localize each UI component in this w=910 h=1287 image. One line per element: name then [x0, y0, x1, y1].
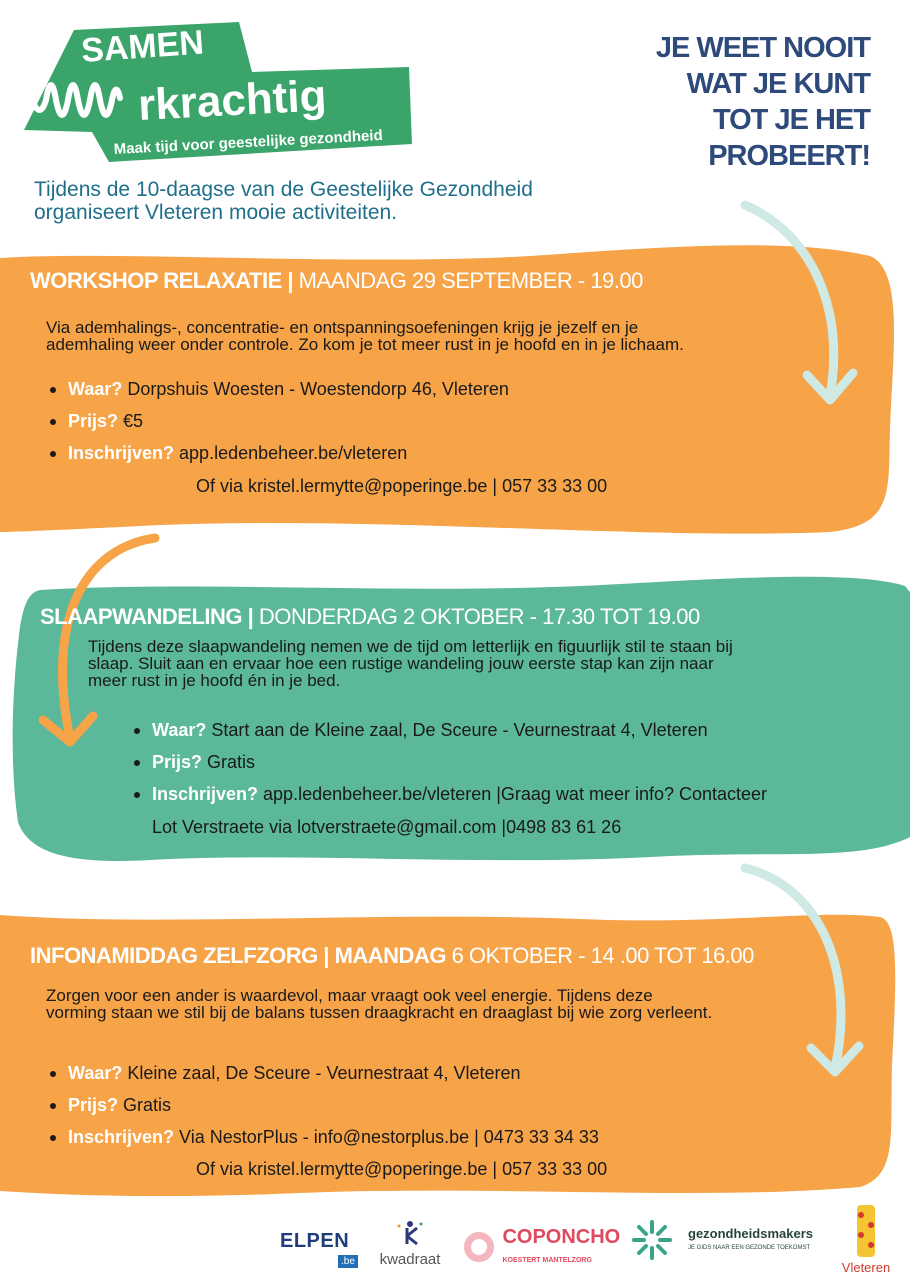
- slogan-line: JE WEET NOOIT: [655, 32, 870, 64]
- event-description: [46, 987, 856, 1021]
- event-title-bold: SLAAPWANDELING |: [40, 604, 254, 629]
- event-title: [40, 604, 700, 630]
- registration-link[interactable]: app.ledenbeheer.be/vleteren |Graag wat meer info? Contacteer: [258, 784, 768, 804]
- kwadraat-logo: [370, 1218, 450, 1278]
- logo-rkrachtig: rkrachtig: [136, 71, 328, 130]
- description-line: Tijdens deze slaapwandeling nemen we de tijd om letterlijk en figuurlijk stil te staan bij: [88, 637, 733, 656]
- event-facts: [152, 714, 767, 810]
- curved-arrow-icon: [735, 195, 865, 425]
- fact-value: Gratis: [202, 752, 256, 772]
- kwadraat-icon: [395, 1218, 425, 1246]
- description-line: slaap. Sluit aan en ervaar hoe een rustige wandeling jouw eerste stap kan zijn naar: [88, 654, 714, 673]
- event-title-date: DONDERDAG 2 OKTOBER - 17.30 TOT 19.00: [253, 604, 700, 629]
- event-description: [46, 319, 846, 353]
- fact-label: Waar?: [152, 720, 207, 740]
- fact-value: Gratis: [118, 1095, 172, 1115]
- vleteren-logo: [836, 1203, 896, 1275]
- fact-prijs: [68, 1089, 599, 1121]
- fact-inschrijven: [68, 437, 509, 469]
- fact-inschrijven: [68, 1121, 599, 1153]
- fact-waar: [68, 1057, 599, 1089]
- starburst-logo-icon: [630, 1218, 674, 1267]
- fact-label: Inschrijven?: [68, 443, 175, 463]
- coponcho-icon: [462, 1230, 496, 1264]
- description-line: Zorgen voor een ander is waardevol, maar vraagt ook veel energie. Tijdens deze: [46, 986, 653, 1005]
- logo-samen: SAMEN: [79, 23, 206, 70]
- event-facts: [68, 1057, 599, 1153]
- vleteren-logo-text: Vleteren: [841, 1260, 891, 1275]
- samen-veerkrachtig-logo: [14, 12, 414, 177]
- gezondheidsmakers-logo-text: gezondheidsmakers: [688, 1226, 813, 1241]
- event-title-bold: INFONAMIDDAG ZELFZORG | MAANDAG: [30, 943, 446, 968]
- fact-prijs: [152, 746, 767, 778]
- vleteren-crest-icon: [849, 1203, 883, 1259]
- elpen-logo-be: .be: [338, 1255, 358, 1268]
- logo-tagline: Maak tijd voor geestelijke gezondheid: [113, 126, 384, 158]
- fact-value: €5: [118, 411, 144, 431]
- description-line: Via ademhalings-, concentratie- en ontspanningsoefeningen krijg je jezelf en je: [46, 318, 639, 337]
- intro-line: organiseert Vleteren mooie activiteiten.: [34, 201, 398, 224]
- description-line: meer rust in je hoofd én in je bed.: [88, 671, 341, 690]
- elpen-logo: [280, 1230, 358, 1287]
- registration-extra[interactable]: Of via kristel.lermytte@poperinge.be | 057 33 33 00: [196, 476, 608, 496]
- fact-prijs: [68, 405, 509, 437]
- elpen-logo-text: ELPEN: [280, 1230, 350, 1252]
- event-title-bold: WORKSHOP RELAXATIE |: [30, 268, 294, 293]
- fact-label: Prijs?: [152, 752, 203, 772]
- fact-waar: [68, 373, 509, 405]
- fact-inschrijven: [152, 778, 767, 810]
- event-title: [30, 943, 754, 969]
- kwadraat-logo-text: kwadraat: [379, 1251, 441, 1268]
- gezondheidsmakers-logo-sub: JE GIDS NAAR EEN GEZONDE TOEKOMST: [688, 1245, 811, 1251]
- curved-arrow-icon: [735, 858, 875, 1088]
- coponcho-logo-sub: KOESTERT MANTELZORG: [502, 1257, 592, 1264]
- coponcho-logo: [462, 1226, 620, 1286]
- event-facts: [68, 373, 509, 469]
- slogan-line: TOT JE HET: [712, 104, 870, 136]
- intro-line: Tijdens de 10-daagse van de Geestelijke Gezondheid: [34, 178, 533, 201]
- fact-value: Dorpshuis Woesten - Woestendorp 46, Vleteren: [122, 379, 509, 399]
- event-title-date: MAANDAG 29 SEPTEMBER - 19.00: [293, 268, 643, 293]
- slogan-line: WAT JE KUNT: [686, 68, 870, 100]
- slogan: [648, 30, 870, 174]
- slogan-line: PROBEERT!: [708, 140, 870, 172]
- event-title: [30, 268, 643, 294]
- fact-value: Kleine zaal, De Sceure - Veurnestraat 4, Vleteren: [122, 1063, 521, 1083]
- registration-link[interactable]: Via NestorPlus - info@nestorplus.be | 0473 33 34 33: [174, 1127, 599, 1147]
- intro-text: [34, 178, 654, 224]
- fact-waar: [152, 714, 767, 746]
- registration-extra[interactable]: Lot Verstraete via lotverstraete@gmail.com |0498 83 61 26: [152, 817, 622, 837]
- event-title-date: 6 OKTOBER - 14 .00 TOT 16.00: [445, 943, 754, 968]
- description-line: ademhaling weer onder controle. Zo kom je tot meer rust in je hoofd en in je lichaam.: [46, 335, 684, 354]
- fact-label: Waar?: [68, 379, 123, 399]
- registration-link[interactable]: app.ledenbeheer.be/vleteren: [174, 443, 408, 463]
- registration-extra[interactable]: Of via kristel.lermytte@poperinge.be | 057 33 33 00: [196, 1159, 608, 1179]
- fact-label: Prijs?: [68, 411, 119, 431]
- gezondheidsmakers-logo: [688, 1226, 813, 1251]
- event-description: [88, 638, 888, 689]
- fact-value: Start aan de Kleine zaal, De Sceure - Veurnestraat 4, Vleteren: [206, 720, 708, 740]
- fact-label: Inschrijven?: [152, 784, 259, 804]
- fact-label: Inschrijven?: [68, 1127, 175, 1147]
- fact-label: Prijs?: [68, 1095, 119, 1115]
- description-line: vorming staan we stil bij de balans tussen draagkracht en draaglast bij wie zorg verleent.: [46, 1003, 713, 1022]
- coponcho-logo-text: COPONCHO: [502, 1226, 621, 1248]
- fact-label: Waar?: [68, 1063, 123, 1083]
